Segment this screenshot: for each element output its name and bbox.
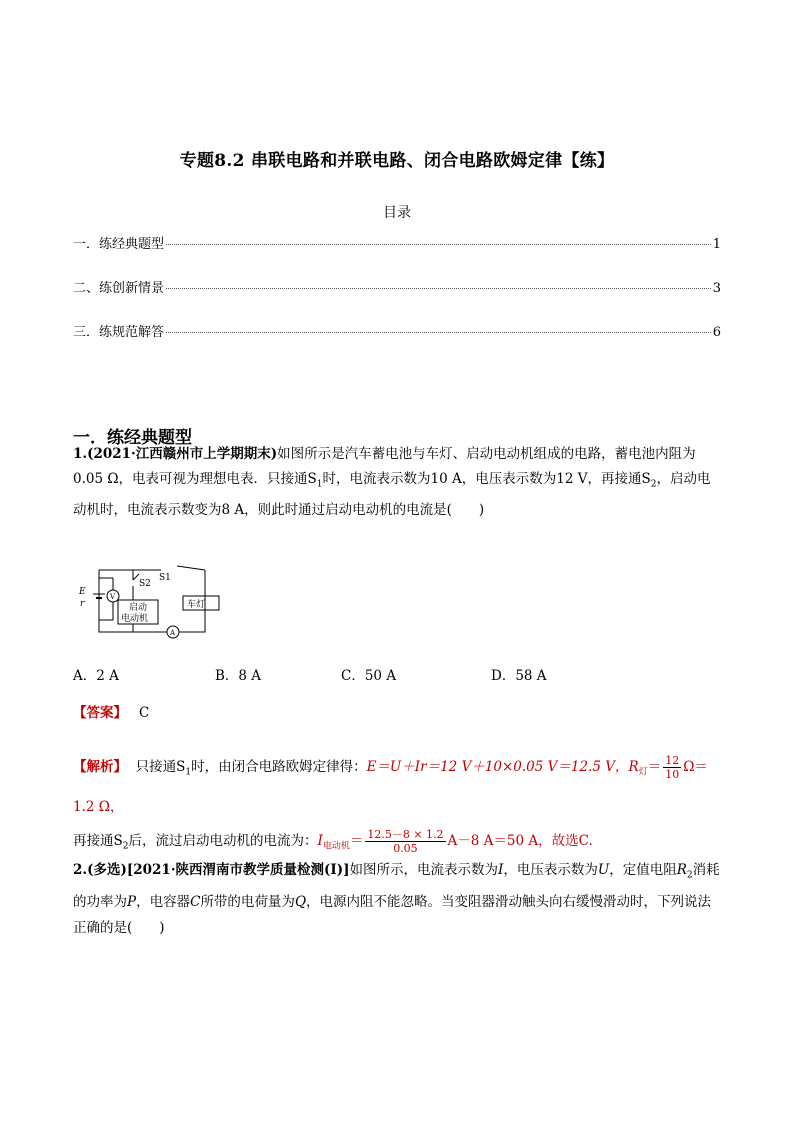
subscript: 灯 bbox=[638, 767, 648, 778]
section-heading: 一．练经典题型 bbox=[73, 428, 192, 448]
toc-leader bbox=[166, 288, 711, 289]
subscript: 2 bbox=[122, 841, 129, 852]
question-number: 2. bbox=[73, 862, 88, 878]
subscript: 1 bbox=[185, 767, 192, 778]
option-value: 8 A bbox=[238, 668, 262, 684]
equation: ＝ bbox=[647, 759, 662, 775]
fraction-denominator: 10 bbox=[665, 768, 680, 781]
toc-entry[interactable] bbox=[73, 277, 721, 296]
equation: ＝ bbox=[349, 832, 364, 849]
option-letter: D． bbox=[491, 668, 516, 684]
motor-label: 启动 bbox=[129, 603, 148, 613]
document-title: 专题8.2 串联电路和并联电路、闭合电路欧姆定律【练】 bbox=[179, 151, 615, 171]
option-c[interactable] bbox=[341, 664, 396, 684]
symbol-C: C bbox=[190, 893, 201, 910]
circuit-diagram bbox=[73, 560, 233, 642]
toc-leader bbox=[166, 244, 711, 245]
label-S2: S2 bbox=[139, 579, 151, 589]
fraction bbox=[663, 754, 681, 781]
label-S1: S1 bbox=[159, 573, 171, 583]
toc-entry-label: 二、练创新情景 bbox=[73, 281, 165, 296]
question-text: ，启动电动机时，电流表示数变为8 A，则此时通过启动电动机的电流是( ) bbox=[73, 471, 711, 518]
toc-page-number: 1 bbox=[712, 237, 721, 252]
toc-heading: 目录 bbox=[383, 205, 411, 221]
toc-page-number: 6 bbox=[712, 325, 721, 340]
equation: Ω＝1.2 Ω， bbox=[73, 759, 708, 815]
question-source: (多选)[2021·陕西渭南市教学质量检测(Ⅰ)] bbox=[87, 862, 350, 878]
option-d[interactable] bbox=[491, 664, 547, 684]
toc-leader bbox=[166, 332, 711, 333]
label-E: E bbox=[79, 587, 86, 597]
analysis-text: 时，由闭合电路欧姆定律得： bbox=[191, 759, 367, 775]
fraction-denominator: 0.05 bbox=[393, 841, 418, 855]
question-1 bbox=[73, 442, 723, 523]
symbol-U: U bbox=[597, 862, 610, 878]
symbol-R: R bbox=[676, 862, 687, 878]
label-A: A bbox=[170, 629, 176, 637]
question-text: ，电容器 bbox=[136, 893, 191, 910]
motor-label: 电动机 bbox=[121, 614, 149, 624]
subscript: 电动机 bbox=[322, 841, 350, 852]
option-value: 2 A bbox=[96, 668, 119, 684]
subscript: 2 bbox=[650, 479, 657, 490]
switch-s1 bbox=[177, 566, 205, 570]
label-V: V bbox=[110, 593, 116, 601]
question-text: 时，电流表示数为10 A，电压表示数为12 V，再接通S bbox=[322, 471, 651, 487]
analysis-text: 只接通S bbox=[135, 759, 186, 775]
analysis-text: 再接通S bbox=[73, 832, 123, 849]
answer-line bbox=[73, 701, 723, 726]
option-b[interactable] bbox=[215, 664, 261, 684]
option-a[interactable] bbox=[73, 664, 119, 684]
analysis-tag: 【解析】 bbox=[73, 759, 127, 775]
toc-page-number: 3 bbox=[712, 281, 721, 296]
question-text: 如图所示是汽车蓄电池与车灯、启动电动机组成的电路，蓄电池内阻为0.05 Ω，电表可视为理想电表．只接通S bbox=[73, 446, 696, 487]
option-value: 50 A bbox=[364, 668, 397, 684]
toc-entry-label: 三．练规范解答 bbox=[73, 325, 165, 340]
symbol-P: P bbox=[127, 893, 137, 910]
answer-tag: 【答案】 bbox=[73, 705, 127, 721]
symbol-I: I bbox=[317, 832, 323, 849]
fraction bbox=[365, 828, 445, 855]
question-number: 1. bbox=[73, 446, 88, 462]
subscript: 2 bbox=[686, 870, 693, 881]
question-text: 如图所示，电流表示数为 bbox=[349, 862, 499, 878]
equation: E＝U＋Ir＝12 V＋10×0.05 V＝12.5 V， bbox=[366, 759, 629, 775]
symbol-Q: Q bbox=[294, 893, 307, 910]
option-value: 58 A bbox=[515, 668, 547, 684]
question-2 bbox=[73, 857, 723, 941]
question-source: (2021·江西赣州市上学期期末) bbox=[87, 446, 278, 462]
toc-entry[interactable] bbox=[73, 233, 721, 252]
equation: A－8 A＝50 A，故选C. bbox=[447, 832, 593, 849]
analysis bbox=[73, 750, 723, 863]
question-text: 消耗的功率为 bbox=[73, 862, 720, 910]
symbol-I: I bbox=[498, 862, 504, 878]
question-text: 所带的电荷量为 bbox=[200, 893, 295, 910]
answer-value: C bbox=[139, 705, 150, 721]
question-text: ，电源内阻不能忽略。当变阻器滑动触头向右缓慢滑动时，下列说法正确的是( ) bbox=[73, 893, 712, 936]
lamp-label: 车灯 bbox=[187, 600, 206, 610]
fraction-numerator: 12 bbox=[665, 754, 680, 767]
question-text: ，电压表示数为 bbox=[503, 862, 598, 878]
toc-entry[interactable] bbox=[73, 321, 721, 340]
toc-entry-label: 一．练经典题型 bbox=[73, 237, 165, 252]
fraction-numerator: 12.5－8 × 1.2 bbox=[367, 827, 444, 841]
option-letter: B． bbox=[215, 668, 239, 684]
question-text: ，定值电阻 bbox=[609, 862, 677, 878]
subscript: 1 bbox=[316, 479, 323, 490]
analysis-text: 后，流过启动电动机的电流为： bbox=[128, 832, 318, 849]
option-letter: C． bbox=[341, 668, 365, 684]
symbol-R: R bbox=[628, 759, 639, 775]
option-letter: A． bbox=[73, 668, 97, 684]
label-r: r bbox=[80, 599, 85, 609]
